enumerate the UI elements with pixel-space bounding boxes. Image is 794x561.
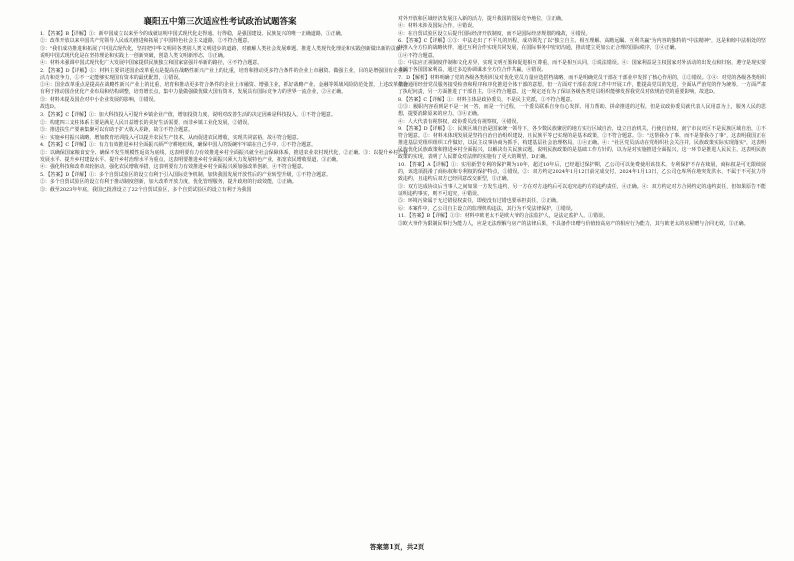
answer-paragraph: 对外开放和区域经济发展注入新的活力，提升我国的国际竞争地位，③正确。 xyxy=(398,15,566,22)
answer-paragraph: 4．【答案】C【详解】①：有力有效推进乡村全面振兴须严守耕地红线，确保中国人的饭碗牢牢端在自己手中，①不符合题意。 xyxy=(40,142,317,149)
answer-paragraph: ②③：履职内容看到是不是一问一答，而是一个过程，一个委员联系自身有心发挥、用力帮助、拼命推进的过程，但是议政协委员就代表人民用意为上，服务人民的思想，提要消除原来的应力，③④正确。 xyxy=(398,104,766,118)
answer-paragraph: 1．【答案】B【详解】①：新中国成立以来至今的成就证明中国式现代化走得通、行得稳，是强国建设、民族复兴的唯一正确道路，①正确。 xyxy=(40,30,346,37)
answer-paragraph: 5．【答案】D【详解】①：多个自贸试验区的设立有利于引入国际竞争机制，加快我国发展开放性后的产业转型升级，①不符合题意。 xyxy=(40,171,331,178)
answer-paragraph: ④：在自贸试验区设立后提升国际经济开放制度，而不是国际经济规划的缘故，④错误。 xyxy=(398,30,591,37)
answer-paragraph: ④：实施乡村振兴战略，增加教育培训投入可以提升农民生产技术，从而促进农民增收，实现共同富裕，故④符合题意。 xyxy=(40,134,302,141)
answer-paragraph: ③：推进扶生产要素集聚可以有助于扩大收入差距，故③不符合题意。 xyxy=(40,127,194,134)
answer-paragraph: ②：改革开放以来中国共产党领导人民成功推进和拓展了中国特色社会主义道路，②不符合题意。 xyxy=(40,38,253,45)
answer-paragraph: ③：双方达成协议后当事人之间如果一方发生违约，另一方在对方违约后可以追究违约方的违约责任，④正确。④：双方约定对方合同约定的违约责任，但如果原告不能证明违约事实，则不可追究，④错误。 xyxy=(398,183,766,197)
answer-paragraph: ③：截至2023年年底，我国已批准设立了22个自贸试验区，多个自贸试验区的设立有利于为我国 xyxy=(40,186,252,193)
answer-paragraph: 2．【答案】D【详解】①：材料主要讲述国企改革重点是提高在战略性新兴产业上的比重，培育和推动更多符合条件的企业上市融资、做强主业，目的是增强国有企业的活力和竞争力，①不一定能够实现国有资本的最优配置，①错误。 xyxy=(40,67,408,81)
answer-paragraph: ①④不符合题意。 xyxy=(398,52,438,59)
answer-paragraph: 11．【答案】B【详解】①③：材料中欧老太不是欧大爷的合法监护人，是法定监护人，①错误。 xyxy=(398,213,608,220)
answer-paragraph: 故选D。 xyxy=(40,104,59,111)
answer-paragraph: 9．【答案】D【详解】①：民族区域自治是国家统一领导下，各少数民族聚居的地方实行区域自治，设立自治机关，行使自治权，南宁市良庆区不是民族区域自治，①不符合题意。②：材料未体现发展是坚持自治自治组织建设，且民族平等已实现的是基本政策，②不符合题意。③："这帮我办了事，而不是帮我办了事"，这表明我国正在推进基层党组织组织工作做好，以民主议事协商为抓手，构建基层社会治理格局，①④正确。④："社区党员活动在党组织社会关注并，民族政策实际实现落实"，这表明民族优化民族政策和推进乡村全面振兴，以解决有关民族议题，说明民族政策的是基础工作方针的，以为是对实施推进全面振兴，这一环节是推进人民民主，这表明民族政策的实现，表明了人民群众对法律的实施有了更大的期望，D正确。 xyxy=(398,126,766,161)
document-title: 襄阳五中第三次适应性考试政治试题答案 xyxy=(143,17,297,27)
answer-paragraph: 10．【答案】A【详解】①：实用新型专利的保护期为10年，超过10年后，已经超过保护期，乙公司可以免费使用该技术。专利保护不存在续展，商标权是可无限续展的，该选项混淆了商标权和专利权的保护特点，①错误。②：双方约定2024年1月12日前完成交付，2024年1月13日，乙公司仓库所在地突发洪水，不属于不可抗力导致违约，且违约后双方已经同意改交新型，③正确。 xyxy=(398,161,766,183)
answer-paragraph: 6．【答案】C【详解】①③：中法走出了不平凡的历程，成功领先了以"独立自主、相互理解、高瞻远瞩、互利共赢"为内容的独特的"中法精神"，这是和睦中法相处的坚持推入全方位的战略伙伴，通过互利合作实现共同发展，在国际事务中密切沟通，推动建立更加公正合理的国际秩序，③④正确。 xyxy=(398,38,766,52)
answer-paragraph: 8．【答案】C【详解】①：材料主体是政协委员，不是民主党派，①不符合题意。 xyxy=(398,96,576,103)
answer-paragraph: 3．【答案】C【详解】①：加大科技投入可提升乡镇企业产值，增加投资力度，说明对改善生活的决定因素是科技投入，①不符合题意。 xyxy=(40,112,336,119)
answer-paragraph: ③欧大爷作为限制民事行为能力人，应是无法理解与房产的法律后果，不具备作出赠与价值较高房产的相应行为能力，其与欧老太的房屋赠与合同无效，③正确。 xyxy=(398,220,749,227)
answer-paragraph: ⑤：环境污染属于无过错侵权责任，即使没有过错也要承担责任，②正确。 xyxy=(398,198,561,205)
answer-paragraph: ②：多个自贸试验区的设立有利于推动制度创新，加大改革开放力度，优化管理服务，提升政府的行政效能，②正确。 xyxy=(40,179,297,186)
page-footer: 答案第1页，共2页 xyxy=(369,543,425,551)
answer-paragraph: ③："我们成功推进和拓展了中国式现代化，坚持把中华文明同各类别人类文明进步的道路，对被解人类社会发展难题、推进人类现代化理论和实践创新做出新的贡献"，说明中国式现代化是在坚持理论和实践上一创新突破，创造人类文明新形态，③正确。 xyxy=(40,45,408,59)
answer-paragraph: ②：以确保国家粮食安全、确保不发生规模性返贫为底线，这表明要有力有效推进乡村全面振兴就全社会保障体系，推进农业农村现代化，②正确。③：以提升乡村产业发展水平、提升乡村建设水平、提升乡村治理水平为重点，这表明要推进乡村全面振兴须大力发展特色产业，拓宽农民增收渠道，③正确。 xyxy=(40,149,408,163)
answer-paragraph: ②④：国企改革重点是提高在战略性新兴产业上的比重，培育和推动更多符合条件的企业上市融资、增强主业，抓好战略产业、金融等领域风险防范处置，上述改革措施有利于推动国企优化产业布局和结构调整，培育增长点，集中力量做强做优做大国有资本，发展具有国际竞争力的世界一流企业，②④正确。 xyxy=(40,82,408,96)
answer-paragraph: ④：材料未涉及国际合作，④错误。 xyxy=(398,23,477,30)
left-column xyxy=(40,30,408,538)
answer-paragraph: ②：构建四三支柱体系主要是满足人民日益增长的美好生活需要，而非乡镇工业化发展，②错误。 xyxy=(40,119,253,126)
answer-paragraph: ②：中法应正视制度伴制和文化差异，实现文明互鉴和促进相互尊重，而不是相互认同，②说法错误。④：国家利益是主权国家对外活动的出发点和归宿，遵守是现实要求属于各国国家利益，通过多边协调谋求全方位合作共赢，④错误。 xyxy=(398,60,766,74)
answer-paragraph: 7．D【解析】材料明确了党的各级各类组织及对优化党员力量应选搭档战略，而不是明确党员干部在干部业中发挥了核心作用的，①②错误。③④：对党的各级各类组织依合通用经营党员服务接受检查和程序和序化推进全体干部的意愿，但一方面对干部在表现工作中开展工作，能提高党员的先进，全面从严治党的作为统筹，一方面严肃了执纪问责，另一方面推进了干部自主，③④符合题意。这一规定还有为了保证各级各类党员组织能够发挥我党员对依规治党的重要影响，故选D。 xyxy=(398,74,766,95)
answer-paragraph: ④：人大代表有视察权，政协委员没有视察权，④错误。 xyxy=(398,118,522,125)
answer-paragraph: ④：强化科技和改革双轮驱动，强化农民增收举措，这表明要有力有效推进乡村全面振兴须加强改革创新，④不符合题意。 xyxy=(40,164,307,171)
right-column xyxy=(398,15,766,538)
answer-paragraph: ⑥：本案件中，乙公司自主设立的监理机构违法，其行为不受法律保护，①错误。 xyxy=(398,205,576,212)
answer-paragraph: ③：材料未提及国企对中小企业发展的影响，③错误。 xyxy=(40,96,159,103)
answer-paragraph: ④：材料未强调中国式现代化广大发展中国家提供民族独立和国家富强并举新的路径，④不符合题意。 xyxy=(40,60,263,67)
